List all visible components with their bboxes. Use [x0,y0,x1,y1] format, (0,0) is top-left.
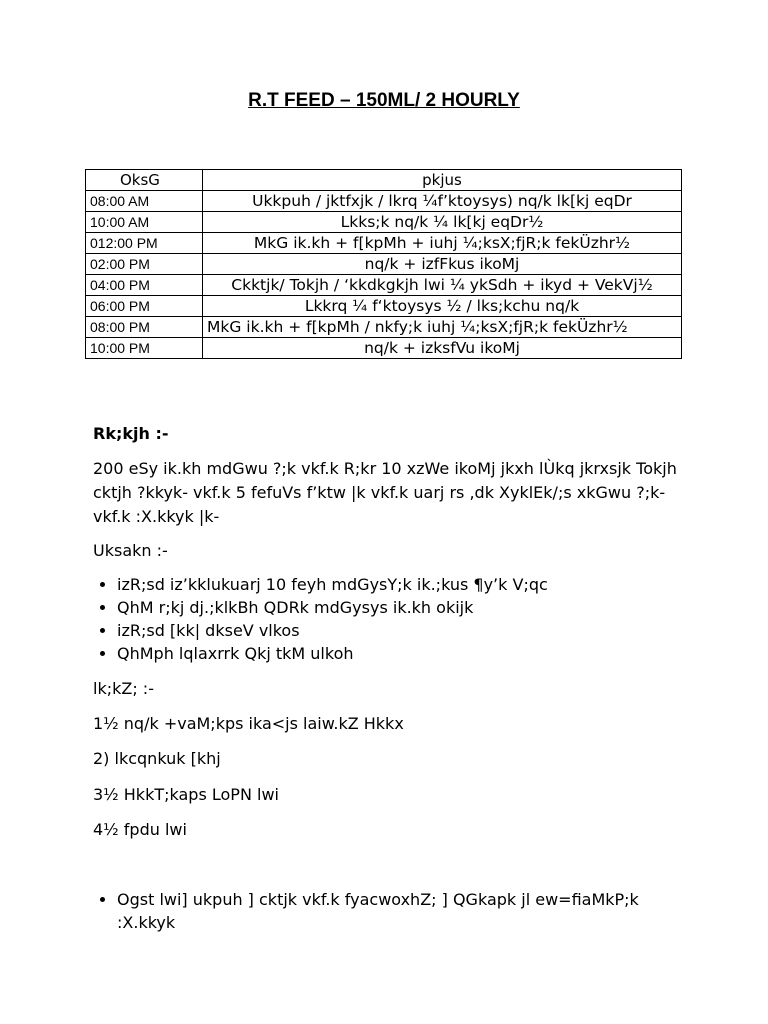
time-cell: 02:00 PM [86,254,203,275]
list-item: • izR;sd [kk| dkseV vlkos [117,619,548,642]
time-cell: 10:00 AM [86,212,203,233]
diet-cell: MkG ik.kh + f[kpMh / nkfy;k iuhj ¼;ksX;fjR;k fekÜzhr½ [203,317,682,338]
time-cell: 012:00 PM [86,233,203,254]
diet-cell: Lkks;k nq/k ¼ lk[kj eqDr½ [203,212,682,233]
document-title: R.T FEED – 150ML/ 2 HOURLY [248,90,520,111]
time-cell: 04:00 PM [86,275,203,296]
table-header-row [86,170,682,191]
list-item: • Ogst lwi] ukpuh ] cktjk vkf.k fyacwoxhZ; ] QGkapk jl ew=fiaMkP;k :X.kkyk [117,888,677,934]
time-cell: 10:00 PM [86,338,203,359]
diet-cell: nq/k + izfFkus ikoMj [203,254,682,275]
final-notes-list [93,888,677,934]
diet-cell: nq/k + izksfVu ikoMj [203,338,682,359]
list-item: • QhM r;kj dj.;klkBh QDRk mdGysys ik.kh okijk [117,596,548,619]
liquids-item: 1½ nq/k +vaM;kps ika<js laiw.kZ Hkkx [93,714,404,733]
diet-cell: Ukkpuh / jktfxjk / lkrq ¼f’ktoysys) nq/k lk[kj eqDr [203,191,682,212]
time-cell: 08:00 PM [86,317,203,338]
diet-cell: Ckktjk/ Tokjh / ‘kkdkgkjh lwi ¼ ykSdh + ikyd + VekVj½ [203,275,682,296]
preparation-paragraph: 200 eSy ik.kh mdGwu ?;k vkf.k R;kr 10 xzWe ikoMj jkxh lÙkq jkrxsjk Tokjh cktjh ?kkyk- vkf.k 5 fefuVs f’ktw |k vkf.k uarj rs ,dk XyklEk/;s xkGwu ?;k- vkf.k :X.kkyk |k- [93,459,677,526]
notes-heading: Uksakn :- [93,541,168,560]
table-row [86,212,682,233]
time-cell: 06:00 PM [86,296,203,317]
diet-cell: Lkkrq ¼ f‘ktoysys ½ / lks;kchu nq/k [203,296,682,317]
diet-column-header: pkjus [203,170,682,191]
table-row [86,254,682,275]
time-cell: 08:00 AM [86,191,203,212]
table-row [86,191,682,212]
preparation-heading: Rk;kjh :- [93,424,169,443]
list-item: • QhMph lqlaxrrk Qkj tkM ulkoh [117,642,548,665]
notes-list [93,573,548,665]
time-column-header: OksG [86,170,203,191]
liquids-item: 3½ HkkT;kaps LoPN lwi [93,785,279,804]
diet-cell: MkG ik.kh + f[kpMh + iuhj ¼;ksX;fjR;k fekÜzhr½ [203,233,682,254]
table-row [86,296,682,317]
table-row [86,338,682,359]
table-row [86,233,682,254]
liquids-item: 4½ fpdu lwi [93,820,187,839]
list-item: • izR;sd iz’kklukuarj 10 feyh mdGysY;k ik.;kus ¶y’k V;qc [117,573,548,596]
table-row [86,317,682,338]
feed-schedule-table [85,169,682,359]
table-row [86,275,682,296]
liquids-item: 2) lkcqnkuk [khj [93,749,221,768]
liquids-heading: lk;kZ; :- [93,679,154,698]
